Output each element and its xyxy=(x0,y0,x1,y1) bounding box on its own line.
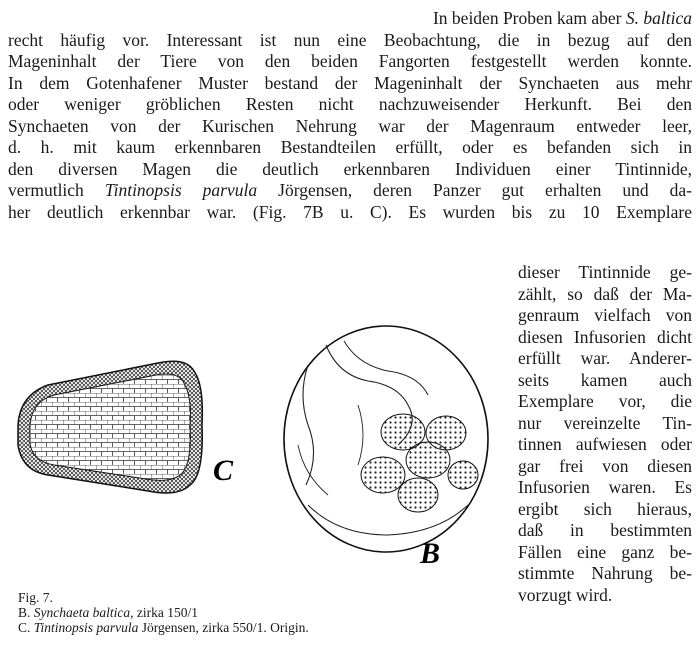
column-line: stimmte Nahrung be- xyxy=(518,563,692,583)
column-line: ergibt sich hieraus, xyxy=(518,498,692,519)
column-line: nur vereinzelte Tin- xyxy=(518,412,692,433)
text-line-8: den diversen Magen die deutlich erkennbaren Individuen einer Tintinnide, xyxy=(8,158,692,179)
species-name: S. baltica xyxy=(625,8,692,28)
caption-title: Fig. 7. xyxy=(18,590,53,605)
figure-7 xyxy=(8,285,508,585)
text-line-9: vermutlich Tintinopsis parvula Jörgensen, deren Panzer gut erhalten und da- xyxy=(8,180,693,200)
column-line: Fällen eine ganz be- xyxy=(518,541,692,562)
column-line: diesen Infusorien dicht xyxy=(518,326,692,347)
text-line-2: recht häufig vor. Interessant ist nun eine Beobachtung, die in bezug auf den xyxy=(8,29,692,50)
figure-label-c: C xyxy=(213,454,234,487)
figure-caption xyxy=(18,590,498,635)
column-line: genraum vielfach von xyxy=(518,305,692,325)
caption-line-b: B. Synchaeta baltica, zirka 150/1 xyxy=(18,605,198,620)
text-line-7: d. h. mit kaum erkennbaren Bestandteilen erfüllt, oder es befanden sich in xyxy=(8,137,692,157)
tintinopsis-lorica-drawing xyxy=(18,361,202,493)
figure-label-b: B xyxy=(420,537,441,570)
column-line: dieser Tintinnide ge- xyxy=(518,262,692,282)
column-line: zählt, so daß der Ma- xyxy=(518,283,692,304)
text-line-10: her deutlich erkennbar war. (Fig. 7B u. C). Es wurden bis zu 10 Exemplare xyxy=(8,201,692,222)
caption-line-c: C. Tintinopsis parvula Jörgensen, zirka 550/1. Origin. xyxy=(18,620,309,635)
column-line: vorzugt wird. xyxy=(518,584,613,605)
text-line-3: Mageninhalt der Tiere von den beiden Fangorten festgestellt werden konnte. xyxy=(8,51,692,71)
column-line: Infusorien waren. Es xyxy=(518,477,692,497)
text-line-1: In beiden Proben kam aber S. baltica xyxy=(432,8,692,28)
text-line-5: oder weniger gröblichen Resten nicht nachzuweisender Herkunft. Bei den xyxy=(8,94,692,114)
text-line-4: In dem Gotenhafener Muster bestand der Mageninhalt der Synchaeten aus mehr xyxy=(8,72,692,93)
body-paragraph xyxy=(8,8,692,223)
column-line: erfüllt war. Anderer- xyxy=(518,348,692,368)
side-column-text xyxy=(518,262,692,606)
column-line: Exemplare vor, die xyxy=(518,391,692,411)
column-line: daß in bestimmten xyxy=(518,520,692,540)
synchaeta-drawing xyxy=(284,326,488,552)
text-line-6: Synchaeten von der Kurischen Nehrung war der Magenraum entweder leer, xyxy=(8,115,692,136)
column-line: seits kamen auch xyxy=(518,369,692,390)
figure-illustration xyxy=(8,285,508,585)
column-line: tinnen aufwiesen oder xyxy=(518,434,692,454)
species-name: Tintinopsis parvula xyxy=(104,180,258,200)
column-line: gar frei von diesen xyxy=(518,455,692,476)
